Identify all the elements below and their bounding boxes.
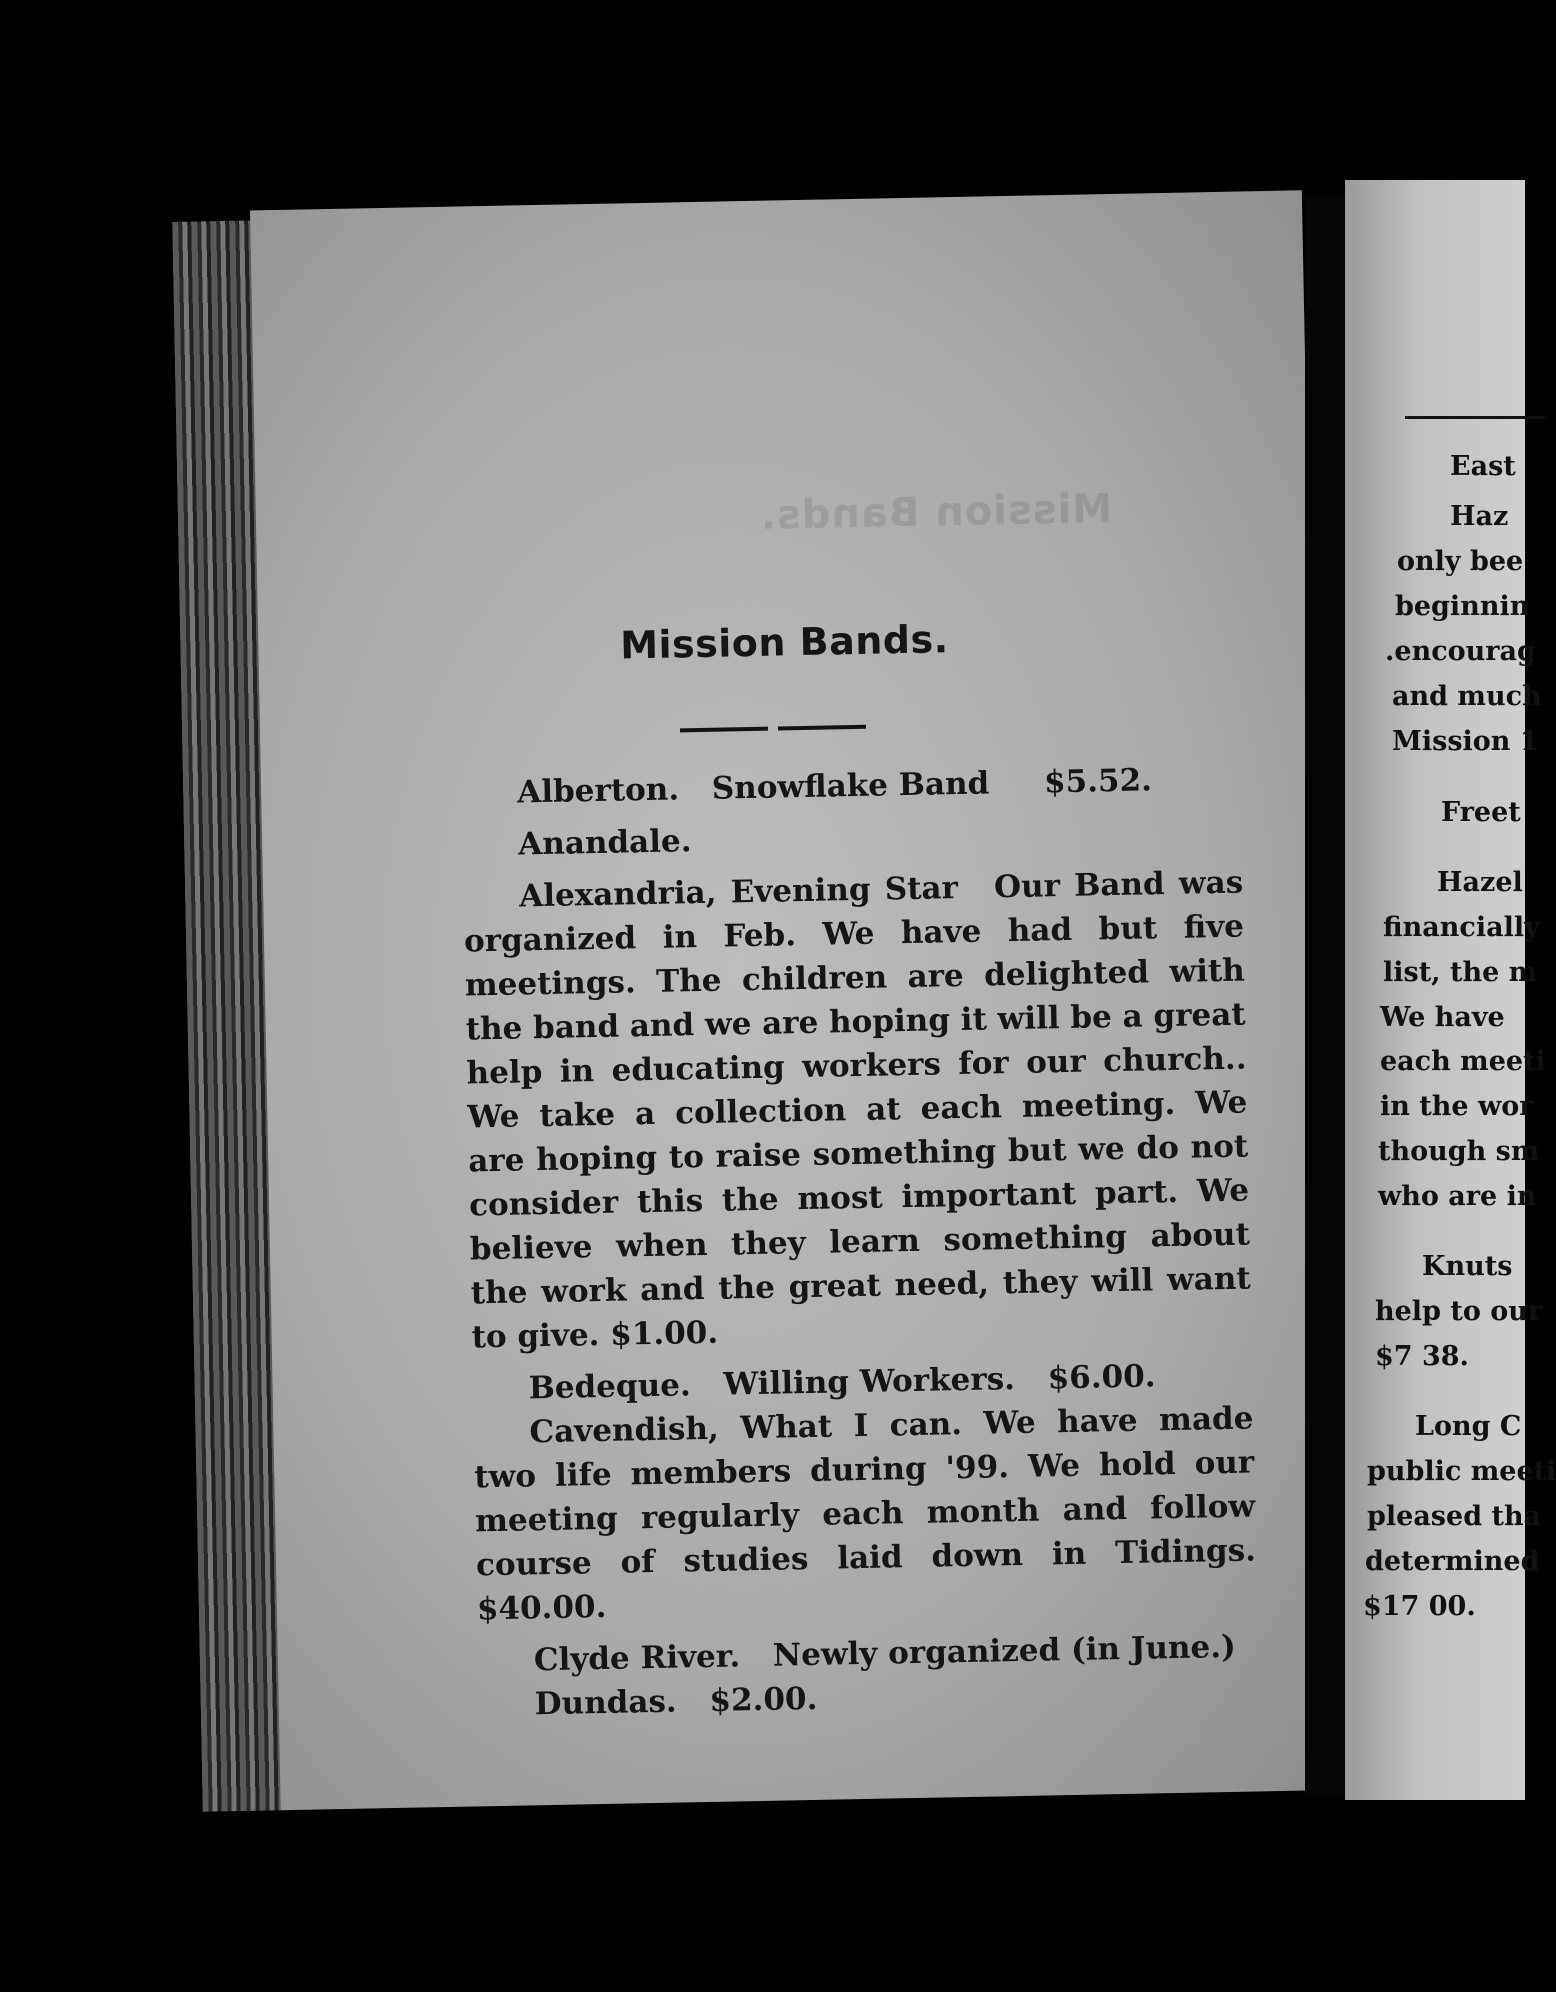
- entry-amount: $6.00.: [1047, 1358, 1156, 1397]
- facing-line: financially: [1383, 912, 1540, 943]
- entry-anandale: [462, 809, 1243, 868]
- entry-place: Dundas.: [534, 1683, 678, 1723]
- facing-line: and much: [1392, 681, 1542, 712]
- facing-line: who are in: [1378, 1181, 1537, 1212]
- title-rule-left: [680, 727, 768, 733]
- left-page-wrap: [172, 190, 1338, 1811]
- facing-line: help to our: [1375, 1296, 1543, 1327]
- entry-band: Snowflake Band: [711, 765, 990, 807]
- facing-line: Hazel: [1437, 867, 1523, 898]
- facing-line: public meeti: [1367, 1456, 1556, 1487]
- title-rule-right: [778, 725, 866, 731]
- facing-line: Freet: [1441, 797, 1521, 828]
- entry-place: Alberton.: [516, 771, 680, 811]
- entry-amount: $5.52.: [1043, 762, 1153, 801]
- entry-band: Willing Workers.: [723, 1361, 1016, 1403]
- facing-line: Long C: [1415, 1411, 1522, 1442]
- facing-line: pleased tha: [1367, 1501, 1542, 1532]
- entry-amount: $1.00.: [609, 1314, 719, 1353]
- entry-place: Anandale.: [517, 823, 692, 863]
- facing-line: We have: [1380, 1002, 1505, 1033]
- facing-line: each meeti: [1380, 1046, 1546, 1077]
- entry-amount: $40.00.: [476, 1588, 607, 1628]
- facing-line: .encourag: [1385, 636, 1536, 667]
- entry-band: What I can.: [739, 1406, 963, 1447]
- facing-line: in the wor: [1380, 1091, 1534, 1122]
- entry-amount: $2.00.: [709, 1680, 818, 1719]
- facing-line: Haz: [1450, 501, 1509, 532]
- book-gutter: [1305, 195, 1345, 1795]
- facing-line: beginnin: [1395, 591, 1530, 622]
- facing-line: $7 38.: [1375, 1341, 1469, 1372]
- entry-place: Cavendish,: [529, 1410, 720, 1451]
- entry-place: Clyde River.: [533, 1638, 741, 1679]
- left-page: [250, 190, 1333, 1810]
- bleed-through-text: Mission Bands.: [759, 486, 1113, 539]
- facing-page: [1345, 180, 1556, 1800]
- entries-list: [461, 757, 1259, 1728]
- facing-line: only bee: [1397, 546, 1524, 577]
- entry-place: Alexandria, Evening Star: [518, 870, 959, 915]
- entry-text: Newly organized (in June.): [772, 1628, 1237, 1674]
- entry-cavendish: [473, 1396, 1257, 1631]
- facing-line: though sm: [1378, 1136, 1540, 1167]
- facing-line: determined: [1365, 1546, 1540, 1577]
- facing-line: Mission 1: [1392, 726, 1539, 757]
- facing-page-rule: [1405, 416, 1545, 419]
- entry-alexandria: [463, 861, 1252, 1360]
- entry-text: Our Band was organized in Feb. We have had but five meetings. The children are delighted with the band and we are hoping it will be a great help in educating workers for our church.. We take a collection at each meeting. We are hoping to raise something but we do not consider this the most important part. We believe when they learn something about the work and the great need, they will want to give.: [463, 864, 1252, 1356]
- entry-place: Bedeque.: [528, 1367, 692, 1407]
- facing-line: list, the m: [1383, 957, 1538, 988]
- page-title: Mission Bands.: [619, 617, 949, 668]
- entry-text: We have made two life members during '99. We hold our meeting regularly each month and follow course of studies laid down in Tidings.: [474, 1400, 1257, 1584]
- entry-alberton: [461, 757, 1242, 816]
- facing-line: East: [1450, 451, 1516, 482]
- facing-line: $17 00.: [1363, 1591, 1476, 1622]
- facing-line: Knuts: [1422, 1251, 1513, 1282]
